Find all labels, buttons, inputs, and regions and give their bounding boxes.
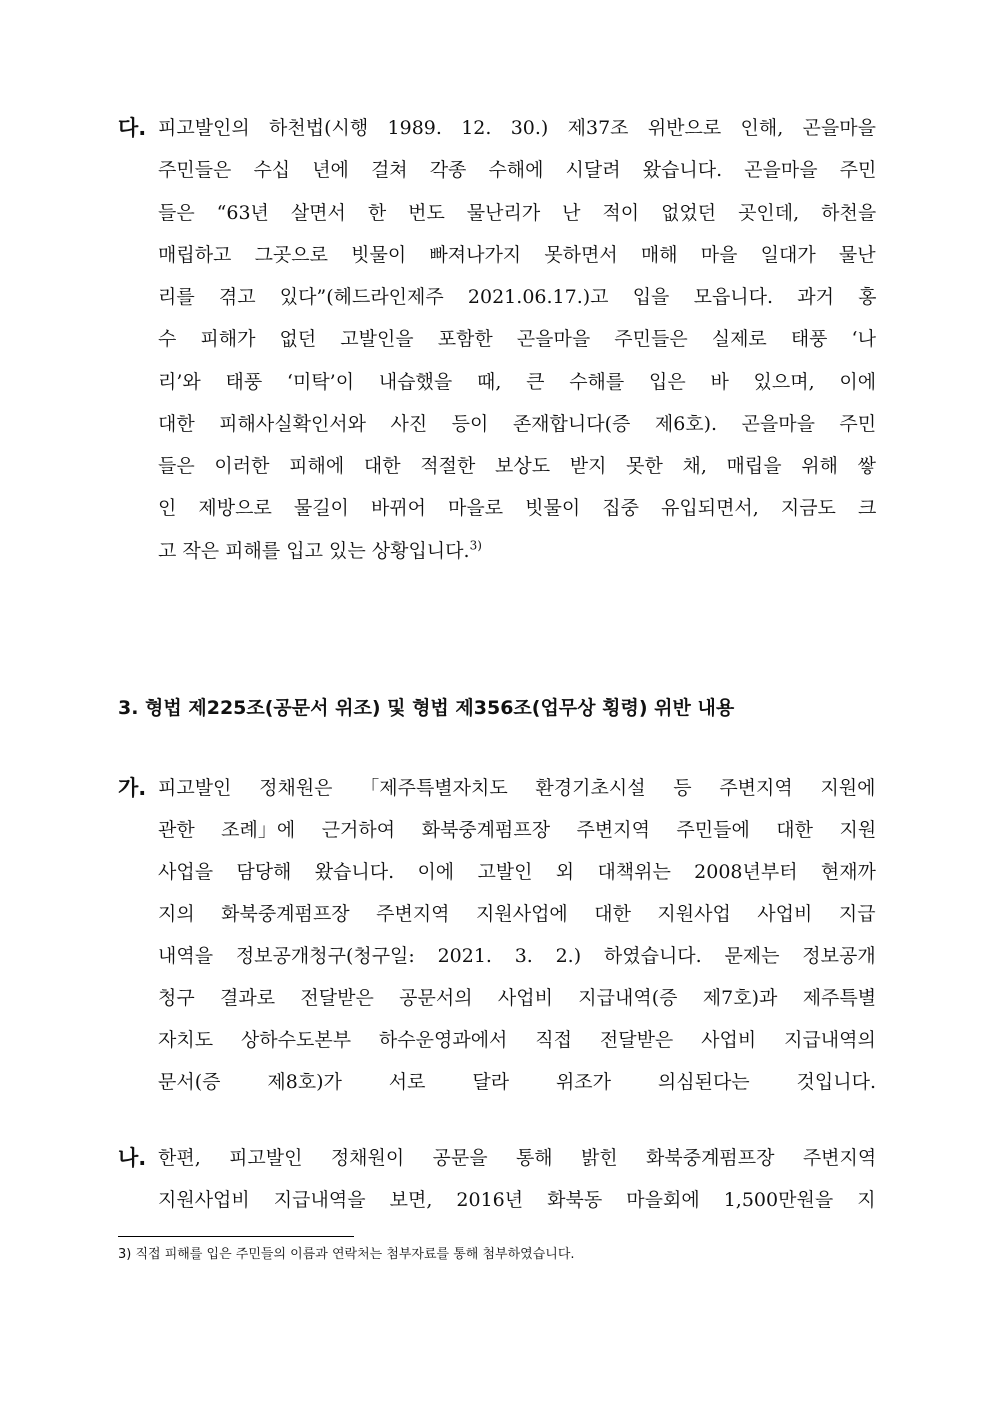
section-marker: 다.: [118, 116, 147, 140]
paragraph-text: 고 작은 피해를 입고 있는 상황입니다.: [158, 540, 470, 562]
section-heading: 3. 형법 제225조(공문서 위조) 및 형법 제356조(업무상 횡령) 위반 내용: [118, 697, 735, 719]
footnote: 3) 직접 피해를 입은 주민들의 이름과 연락처는 첨부자료를 통해 첨부하였습니다.: [118, 1247, 575, 1262]
paragraph-line: 들은 이러한 피해에 대한 적절한 보상도 받지 못한 채, 매립을 위해 쌓: [158, 455, 877, 477]
section-marker: 나.: [118, 1146, 147, 1170]
paragraph-line: 자치도 상하수도본부 하수운영과에서 직접 전달받은 사업비 지급내역의: [158, 1029, 876, 1051]
paragraph-line: 대한 피해사실확인서와 사진 등이 존재합니다(증 제6호). 곤을마을 주민: [158, 413, 877, 435]
paragraph-line: 리를 겪고 있다”(헤드라인제주 2021.06.17.)고 입을 모읍니다. 과거 홍: [158, 286, 877, 308]
paragraph-line: 리’와 태풍 ‘미탁’이 내습했을 때, 큰 수해를 입은 바 있으며, 이에: [158, 371, 877, 393]
footnote-reference[interactable]: 3): [469, 538, 482, 553]
paragraph-line: 피고발인 정채원은 「제주특별자치도 환경기초시설 등 주변지역 지원에: [158, 777, 876, 799]
paragraph-line: 주민들은 수십 년에 걸쳐 각종 수해에 시달려 왔습니다. 곤을마을 주민: [158, 159, 877, 181]
paragraph-line: 피고발인의 하천법(시행 1989. 12. 30.) 제37조 위반으로 인해, 곤을마을: [158, 117, 876, 139]
paragraph-line: 매립하고 그곳으로 빗물이 빠져나가지 못하면서 매해 마을 일대가 물난: [158, 244, 876, 266]
paragraph-line: 한편, 피고발인 정채원이 공문을 통해 밝힌 화북중계펌프장 주변지역: [158, 1147, 877, 1169]
paragraph-line: 청구 결과로 전달받은 공문서의 사업비 지급내역(증 제7호)과 제주특별: [158, 987, 877, 1009]
paragraph-line: 수 피해가 없던 고발인을 포함한 곤을마을 주민들은 실제로 태풍 ‘나: [158, 328, 876, 350]
paragraph-line: 사업을 담당해 왔습니다. 이에 고발인 외 대책위는 2008년부터 현재까: [158, 861, 876, 883]
footnote-divider: [118, 1236, 354, 1237]
paragraph-line: 내역을 정보공개청구(청구일: 2021. 3. 2.) 하였습니다. 문제는 정보공개: [158, 945, 876, 967]
paragraph-line: 문서(증 제8호)가 서로 달라 위조가 의심된다는 것입니다.: [158, 1071, 876, 1093]
paragraph-line-last: [158, 538, 482, 564]
paragraph-line: 지원사업비 지급내역을 보면, 2016년 화북동 마을회에 1,500만원을 지: [158, 1189, 876, 1211]
paragraph-line: 지의 화북중계펌프장 주변지역 지원사업에 대한 지원사업 사업비 지급: [158, 903, 876, 925]
section-marker: 가.: [118, 776, 147, 800]
paragraph-line: 관한 조례」에 근거하여 화북중계펌프장 주변지역 주민들에 대한 지원: [158, 819, 877, 841]
paragraph-line: 들은 “63년 살면서 한 번도 물난리가 난 적이 없었던 곳인데, 하천을: [158, 202, 877, 224]
paragraph-line: 인 제방으로 물길이 바뀌어 마을로 빗물이 집중 유입되면서, 지금도 크: [158, 497, 877, 519]
